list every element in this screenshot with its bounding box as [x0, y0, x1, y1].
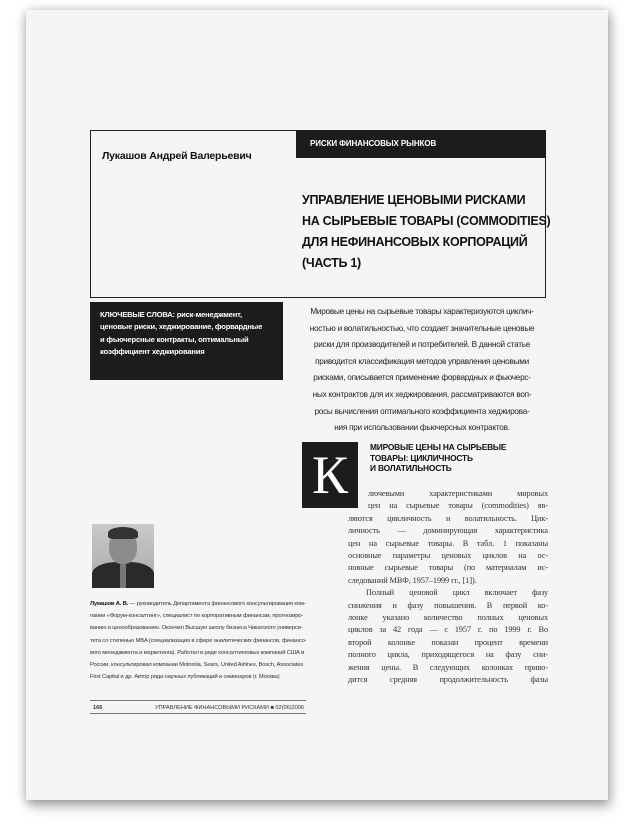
page-footer — [90, 703, 306, 714]
bio-name: Лукашов А. В. — [90, 601, 129, 607]
body-line: ляются цикличность и волатильность. Цик- — [348, 513, 548, 523]
title-line: НА СЫРЬЕВЫЕ ТОВАРЫ (COMMODITIES) — [302, 214, 551, 228]
body-line: личность — доминирующая характеристика — [348, 526, 548, 536]
body-line: лонке указано количество полных ценовых — [348, 613, 548, 623]
author-name: Лукашов Андрей Валерьевич — [102, 150, 252, 162]
body-text — [348, 488, 548, 687]
title-line: УПРАВЛЕНИЕ ЦЕНОВЫМИ РИСКАМИ — [302, 193, 526, 207]
body-line: жения цены. В следующих колонках приво- — [348, 662, 548, 672]
body-line: лючевыми характеристиками мировых — [368, 489, 548, 498]
bio-line: России, консультировал компании Motorola, Sears, United Airlines, Bosch, Associates — [90, 662, 304, 669]
document-page — [26, 10, 608, 800]
body-line: дится средняя продолжительность фазы — [348, 675, 548, 685]
keywords-line: коэффициент хеджирования — [100, 347, 205, 357]
bio-line-text: — руководитель Департамента финансового консультирования ком- — [128, 601, 306, 607]
section-heading-line: И ВОЛАТИЛЬНОСТЬ — [370, 463, 452, 474]
bio-line: ванию и ценообразованию. Окончил Высшую школу бизнеса Чикагского универси- — [90, 625, 303, 632]
footer-rule — [90, 700, 306, 701]
body-line: новные сырьевые товары (по материалам ис- — [348, 563, 548, 573]
keywords-box — [90, 302, 283, 380]
title-line: ДЛЯ НЕФИНАНСОВЫХ КОРПОРАЦИЙ — [302, 235, 528, 249]
body-line: Полный ценовой цикл включает фазу — [366, 588, 548, 598]
abstract — [298, 304, 546, 437]
keywords-line: ценовые риски, хеджирование, форвардные — [100, 322, 263, 332]
author-photo — [92, 524, 154, 588]
abstract-line: приводится классификация методов управления ценовыми — [315, 356, 529, 366]
body-line: второй колонке показан процент времени — [348, 637, 548, 647]
body-line: циклов за 42 года — с 1957 г. по 1999 г. Во — [348, 625, 548, 635]
page-number: 166 — [93, 705, 103, 711]
bio-line: тета со степенью MBA (специализация в сфере аналитических финансов, финансо- — [90, 637, 307, 644]
section-heading — [370, 442, 550, 474]
abstract-line: риски для производителей и потребителей. В данной статье — [313, 340, 531, 350]
article-title — [302, 190, 551, 274]
abstract-line: росы вычисления оптимального коэффициента хеджирова- — [314, 406, 530, 416]
section-heading-line: МИРОВЫЕ ЦЕНЫ НА СЫРЬЕВЫЕ — [370, 442, 507, 452]
bio-line: вого менеджмента и маркетинга). Работал в ряде консалтинговых компаний США и — [90, 649, 305, 656]
abstract-line: ных контрактов для их хеджирования, рассматриваются воп- — [312, 389, 532, 399]
abstract-line: рисками, описывается применение форвардных и фьючерс- — [313, 373, 531, 383]
bio-line: пании «Форум-консалтинг», специалист по корпоративным финансам, прогнозиро- — [90, 613, 304, 620]
keywords-line: КЛЮЧЕВЫЕ СЛОВА: риск-менеджмент, — [100, 310, 242, 319]
journal-name: УПРАВЛЕНИЕ ФИНАНСОВЫМИ РИСКАМИ ■ 02(06)2006 — [155, 705, 304, 711]
body-line: цен на сырьевые товары (commodities) яв- — [368, 501, 548, 511]
body-line: следований МВФ, 1957–1999 гг., [1]). — [348, 575, 477, 585]
body-line: полного цикла, приходящегося на фазу сни- — [348, 650, 548, 660]
body-line: цен на сырьевые товары. В табл. 1 показаны — [348, 538, 548, 548]
bio-line — [90, 598, 306, 610]
body-line: основные параметры ценовых циклов на ос- — [348, 551, 548, 561]
rubric-banner: РИСКИ ФИНАНСОВЫХ РЫНКОВ — [296, 130, 546, 158]
title-line: (ЧАСТЬ 1) — [302, 256, 361, 270]
author-bio — [90, 598, 307, 683]
section-heading-line: ТОВАРЫ: ЦИКЛИЧНОСТЬ — [370, 452, 473, 463]
abstract-line: Мировые цены на сырьевые товары характеризуются циклич- — [310, 307, 534, 316]
keywords-line: и фьючерсные контракты, оптимальный — [100, 334, 249, 344]
body-line: снижения и фазу повышения. В первой ко- — [348, 600, 548, 610]
bio-line: First Capital и др. Автор ряда научных публикаций и семинаров (г. Москва) — [90, 674, 280, 681]
dropcap: К — [302, 442, 358, 508]
abstract-line: ностью и волатильностью, что создает значительные ценовые — [309, 323, 535, 333]
abstract-line: ния при использовании фьючерсных контрактов. — [334, 423, 510, 433]
